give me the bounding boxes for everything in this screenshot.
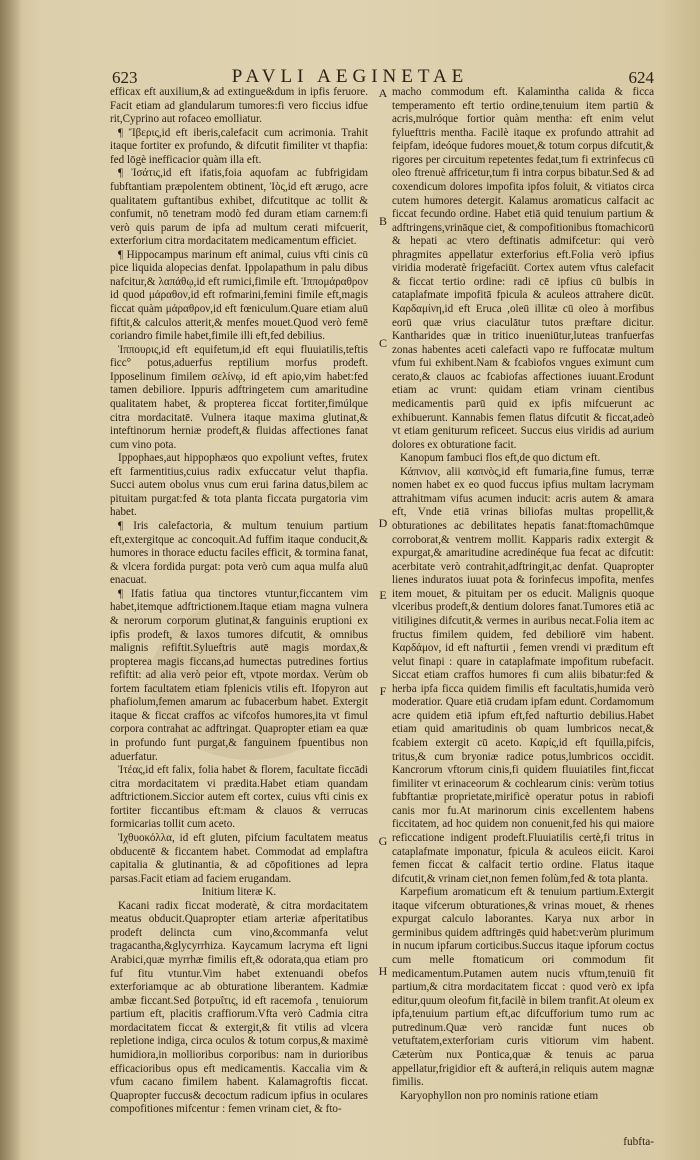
- paragraph: macho commodum eft. Kalamintha calida & ficca temperamento eft tertio ordine,tenuium item partiū & acris,mulróque fortior quàm mentha: eft enim velut fyluefttris mentha. Facilè itaque ex profundo attrahit ad feipfam, ideóque fudores mouet,& totum corpus difcutit,& rigores per circuitum repetentes fedat,tum fi extrinfecus cū oleo ftrenuè affricetur,tum fi intra corpus bibatur.Sed & ad coxendicum dolores impofita ipfos foluit, & vitiatos circa cutem humores detergit. Kalamus aromaticus calfacit ac ficcat fecundo ordine. Habet etiā quid tenuium partium & adftringens,vrināque ciet, & compofitionibus ftomachicorū & hepati ac vtero deftinatis admifcetur: qui verò phragmites appellatur exterforius eft.Folia verò ipfius viridia moderatè frigefaciūt. Cortex autem vftus calefacit & ficcat tertio ordine: radi cē ipfius cū bulbis in cataplafmate impofitā fpicula & aculeos attrahere dicūt. Καρδαμίνη,id eft Eruca ,oleū illitæ cū oleo à morfibus eorū quæ vrius ciaculātur tutos præftare dicitur. Kantharides quæ in tritico inueniūtur,luteas tranfuerfas zonas habentes aceti calefacti vapo re fuffocatæ multum vfum fui exhibent.Nam & fcabiofos vngues eximunt cum cerato,& clauos ac fcabiofas affectiones iuuant.Erodunt etiam ac vrunt: quidam etiam vrinam cientibus medicamentis parū quid ex ipfis mifcuerunt ac exhibuerunt. Kannabis femen flatus difcutit & ficcat,adeò vt etiam geniturum reficeet. Succus eius viridis ad aurium dolores ex obturatione facit.: [392, 86, 654, 451]
- margin-letter: D: [378, 516, 388, 530]
- running-title: PAVLI AEGINETAE: [231, 66, 469, 87]
- paragraph: Ἰχθυοκόλλα, id eft gluten, pifcium facultatem meatus obducentē & ficcantem habet. Commodat ad emplaftra capitalia & glutinantia, & ad cōpofitiones ad lepra parsas.Facit etiam ad faciem erugandam.: [110, 831, 368, 885]
- paragraph: Karpefium aromaticum eft & tenuium partium.Extergit itaque vifcerum obturationes,& vrinas mouet, & rhenes expurgat calculo laborantes. Karya nux arbor in germinibus quidem adftringēs quid habet:verùm plurimum in nucum ipfarum corticibus.Succus itaque ipforum coctus cum melle ftomaticum ori commodum fit medicamentum.Putamen autem nucis vftum,tenuiū fit partium,& citra mordacitatem ficcat : quod verò ex ipfa editur,quum oleofum fit,facilè in bilem tranfit.At oleum ex ipfa,tenuium partium eft,ac difcufforium tumo rum ac putredinum.Quæ verò rancidæ funt nuces ob vetuftatem,exterforiam curis vitiorum vim habent. Cæterùm nux Pontica,quæ & tenuis ac parua appellatur,frigidior eft & aufterá,in reliquis autem magnæ fimilis.: [392, 886, 654, 1089]
- paragraph: Kanopum fambuci flos eft,de quo dictum eft.: [400, 452, 601, 465]
- paragraph: Ἱππουρις,id eft equifetum,id eft equi fluuiatilis,teftis ficc° potus,aduerfus reptilium morfus prodeft. Ipposelinum fimilem σελίνῳ, id eft apio,vim habet:fed tamen debiliore. Ippuris adftringetem cum amaritudine qualitatem habet, & propterea ficcat fortiter,fimúlque citra mordacitatē. Vulnera itaque maxima glutinat,& inteftinorum herniæ prodeft,& fluidas affectiones fanat cum vino pota.: [110, 343, 368, 451]
- paragraph: ¶ Ifatis fatiua qua tinctores vtuntur,ficcantem vim habet,itemque adftrictionem.Itaque etiam magna vulnera & nerorum corporum glutinat,& fanguinis eruptioni ex ipfis prodeft, & laxos tumores difcutit, & omnibus malignis refiftit.Sylueftris autē magis mordax,& propterea magis ficcans,ad humectas putredines fortius refiftit: ad alia verò peior eft, vtpote mordax. Verùm ob fortem facultatem etiam fplenicis vtilis eft. Ifopyron aut phafiolum,femen amarum ac fubacerbum habet. Extergit itaque & ficcat craffos ac vifcofos humores,ita vt fimul corpora contrahat ac adftringat. Quapropter etiam ea quæ in profundo funt purgat,& fanguinem fpuentibus non aduerfatur.: [110, 587, 368, 763]
- paragraph: Ippophaes,aut hippophæos quo expoliunt veftes, frutex eft farmentitius,cuius radix exfuccatur velut thapfia. Succi autem obolus vnus cum erui farina datus,bilem ac pituitam purgat:fed & tota planta ficcata purgatoria vim habet.: [110, 452, 368, 519]
- margin-letter: H: [378, 964, 388, 978]
- catchword: fubfta-: [623, 1136, 654, 1148]
- right-text-column: [392, 86, 654, 1103]
- paragraph: ¶ Ἰσάτις,id eft ifatis,foia aquofam ac fubfrigidam fubftantiam præpolentem obtinent, Ἰὸς,id eft ærugo, acre qualitatem guftantibus exhibet, difcutitque ac tollit & confumit, nō tenetram modò fed duram etiam carnem:fi verò quis parum de ipfa ad multum cerati mifcuerit, exterforium citra mordacitatem medicamentum efficiet.: [110, 167, 368, 248]
- paragraph: Κάπνιον, alii καπνὸς,id eft fumaria,fine fumus, terræ nomen habet ex eo quod fuccus ipfius multam lacrymam attrahitmam vifus acumen inducit: acris autem & amara eft, Vnde etiā vrinas biliofas multas propellit,& obturationes ac debilitates hepatis fanat:ftomachūmque corroborat,& ventrem mollit. Kapparis radix extergit & expurgat,& amaritudine acredinéque fua fecat ac difcutit: acerbitate verò contrahit,adftringit,ac denfat. Quapropter lienes induratos iuuat pota & forinfecus impofita, menfes item mouet, & pituitam per os educit. Malignis quoque vlceribus prodeft,& dentium dolores fanat.Tumores etiā ac vitiligines difcutit,& vermes in auribus necat.Folia item ac fructus fimilem quidem, fed debiliorē vim habent. Καρδάμον, id eft nafturtii , femen vrendi vi præditum eft velut finapi : quare in cataplafmate impofitum rubefacit. Siccat etiam craffos humores fi cum aliis bibatur:fed & herba ipfa ficca quidem fimilis eft facultatis,humida verò moderatior. Quare etiā crudam ipfam edunt. Cordamomum acre quidem etiā ipfum eft,fed nafturtio debilius.Habet etiam quid amaritudinis ob quam lumbricos necat,& fcabiem extergit cū aceto. Καρίς,id eft fquilla,pifcis, tritus,& cum bryoniæ radice potus,lumbricos occidit. Kancrorum vftorum cinis,fi quidem fluuiatiles fint,ficcat fimiliter vt erinaceorum & cochlearum cinis: verùm totius fubftantiæ proprietate,mirificè operatur potus in rabiofi canis mor fu.At marinorum cinis excellentem habens ficcitatem, ad hoc quidem non conuenit,fed his qui maiore reficcatione indigent prodeft.Fluuiatilis certè,fi tritus in cataplafmate imponatur, fpicula & aculeos eiicit. Karoi femen ficcat & calfacit tertio ordine. Flatus itaque difcutit,& vrinam ciet,non femen folùm,fed & tota planta.: [392, 465, 654, 885]
- paragraph: efficax eft auxilium,& ad extingue&dum in ipfis feruore. Facit etiam ad glandularum tumores:fi vero ficcius idfue rit,Cyprino aut rofaceo emolliatur.: [110, 86, 368, 126]
- margin-letter: A: [378, 86, 388, 100]
- margin-letter: G: [378, 834, 388, 848]
- left-text-column: [110, 86, 368, 1117]
- page-number-right: 624: [628, 68, 654, 87]
- paragraph: Kacani radix ficcat moderatè, & citra mordacitatem meatus obducit.Quapropter etiam arteriæ afperitatibus prodeft delincta cum vino,&commanfa velut tragacantha,&glycyrrhiza. Kaycamum lacryma eft ligni Arabici,quæ myrrhæ fimilis eft,& odorata,qua etiam pro fuf fitu vtuntur.Vim habet extenuandi obefos exterforiamque ac ab obturatione liberantem. Kadmiæ ambæ ficcant.Sed βοτρυΐτις, id eft racemofa , tenuiorum partium eft, placitis craffiorum.Vfta verò Cadmia citra mordacitatem ficcat & extergit,& fit vtilis ad vlcera repletione indiga, circa oculos & totum corpus,& maximè humidiora,in mollioribus corporibus: nam in durioribus efficacioribus opus eft medicamentis. Kaccalia vim & vfum cacano fimilem habent. Kalamagroftis ficcat. Quapropter fuccus& decoctum radicum ipfius in oculares compofitiones mifcentur : femen vrinam ciet, & fto-: [110, 899, 368, 1116]
- paragraph: Ἰτέας,id eft falix, folia habet & florem, facultate ficcādi citra mordacitatem vi prædita.Habet etiam quandam adftrictionem.Siccior autem eft cortex, cuius vfti cinis ex fortiter ficcantibus eft:mam & clauos & verrucas formicarias tollit cum aceto.: [110, 764, 368, 831]
- paragraph: ¶ Ἴβερις,id eft iberis,calefacit cum acrimonia. Trahit itaque fortiter ex profundo, & difcutit fimiliter vt thapfia: fed lōgè inefficacior quàm illa eft.: [110, 126, 368, 166]
- margin-letter: C: [378, 336, 387, 350]
- margin-letter: E: [379, 588, 387, 602]
- paragraph: ¶ Hippocampus marinum eft animal, cuius vfti cinis cū pice liquida alopecias denfat. Ippolapathum in palu dibus nafcitur,& λαπάθῳ,id eft rumici,fimile eft. Ἱππομάραθρον id quod μάραθον,id eft rofmarini,femini fimile eft,magis ficcat quàm μάραθρον,id eft fœniculum.Quare etiam aluū fiftit,& calculos atterit,& menfes mouet.Quod verò femē coriandro fimile habet,fimile illi eft,fed debilius.: [110, 248, 368, 343]
- margin-letter: B: [378, 214, 387, 228]
- margin-letter: F: [379, 684, 387, 698]
- paragraph: Karyophyllon non pro nominis ratione etiam: [400, 1089, 599, 1102]
- section-heading: Initium literæ K.: [201, 886, 277, 899]
- page-number-left: 623: [112, 68, 138, 87]
- paragraph: ¶ Iris calefactoria, & multum tenuium partium eft,extergitque ac concoquit.Ad fuffim itaque conducit,& humores in thorace eductu faciles efficit, & tormina fanat, & vlcera fordida purgat: pota verò cum aqua mulfa aluū enacuat.: [110, 520, 368, 587]
- page-binding-shadow: [0, 0, 22, 1160]
